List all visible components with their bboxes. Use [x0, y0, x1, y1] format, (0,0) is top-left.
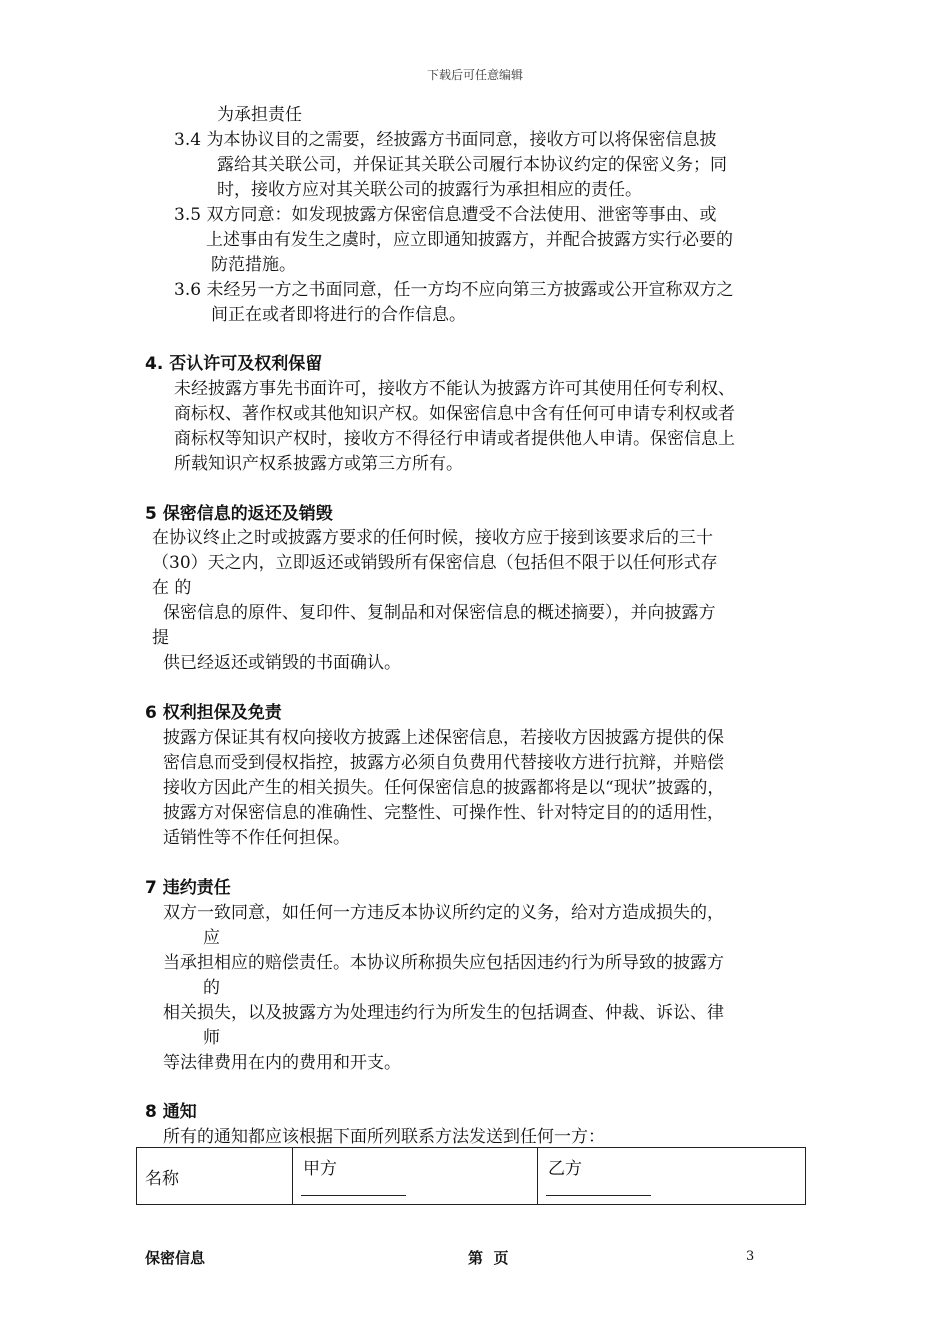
- s3-line-8: 间正在或者即将进行的合作信息。: [211, 305, 466, 325]
- footer-center: 第 页: [468, 1249, 509, 1267]
- s6-line-3: 披露方对保密信息的准确性、完整性、可操作性、针对特定目的的适用性，: [163, 803, 724, 823]
- s4-heading: 4. 否认许可及权利保留: [145, 354, 323, 374]
- s3-line-7: 3.6 未经另一方之书面同意，任一方均不应向第三方披露或公开宣称双方之: [174, 280, 734, 300]
- page-header: 下载后可任意编辑: [426, 68, 523, 82]
- s7-line-0: 双方一致同意，如任何一方违反本协议所约定的义务，给对方造成损失的，: [163, 903, 724, 923]
- notice-label: 名称: [145, 1169, 179, 1189]
- s8-intro: 所有的通知都应该根据下面所列联系方法发送到任何一方：: [163, 1127, 605, 1147]
- s5-line-0: 在协议终止之时或披露方要求的任何时候，接收方应于接到该要求后的三十: [152, 528, 713, 548]
- s7-line-1: 应: [203, 928, 220, 948]
- s7-line-6: 等法律费用在内的费用和开支。: [163, 1053, 401, 1073]
- party-a-label: 甲方: [303, 1159, 337, 1179]
- s4-line-1: 商标权、著作权或其他知识产权。如保密信息中含有任何可申请专利权或者: [174, 404, 735, 424]
- footer-left: 保密信息: [145, 1249, 206, 1267]
- s5-line-4: 提: [152, 628, 169, 648]
- s7-line-3: 的: [203, 978, 220, 998]
- s4-line-2: 商标权等知识产权时，接收方不得径行申请或者提供他人申请。保密信息上: [174, 429, 735, 449]
- s3-line-3: 时，接收方应对其关联公司的披露行为承担相应的责任。: [217, 180, 642, 200]
- s5-line-1: （30）天之内，立即返还或销毁所有保密信息（包括但不限于以任何形式存: [152, 553, 718, 573]
- s5-line-5: 供已经返还或销毁的书面确认。: [163, 653, 401, 673]
- s4-line-3: 所载知识产权系披露方或第三方所有。: [174, 454, 463, 474]
- s3-line-0: 为承担责任: [217, 105, 302, 125]
- notice-table-party-b-cell: [538, 1148, 806, 1205]
- party-b-blank-line: [546, 1195, 651, 1196]
- s7-line-5: 师: [203, 1028, 220, 1048]
- s6-line-0: 披露方保证其有权向接收方披露上述保密信息，若接收方因披露方提供的保: [163, 728, 724, 748]
- s6-line-1: 密信息而受到侵权指控，披露方必须自负费用代替接收方进行抗辩，并赔偿: [163, 753, 724, 773]
- s7-line-2: 当承担相应的赔偿责任。本协议所称损失应包括因违约行为所导致的披露方: [163, 953, 724, 973]
- s8-heading: 8 通知: [145, 1102, 197, 1122]
- s6-line-2: 接收方因此产生的相关损失。任何保密信息的披露都将是以“现状”披露的，: [163, 778, 725, 798]
- party-b-label: 乙方: [548, 1159, 582, 1179]
- page-number: 3: [746, 1249, 755, 1264]
- s7-line-4: 相关损失，以及披露方为处理违约行为所发生的包括调查、仲裁、诉讼、律: [163, 1003, 724, 1023]
- s3-line-4: 3.5 双方同意：如发现披露方保密信息遭受不合法使用、泄密等事由、或: [174, 205, 717, 225]
- s3-line-6: 防范措施。: [211, 255, 296, 275]
- s7-heading: 7 违约责任: [145, 878, 231, 898]
- s3-line-5: 上述事由有发生之虞时，应立即通知披露方，并配合披露方实行必要的: [206, 230, 733, 250]
- notice-table-party-a-cell: [293, 1148, 538, 1205]
- notice-table: [136, 1147, 806, 1205]
- s4-line-0: 未经披露方事先书面许可，接收方不能认为披露方许可其使用任何专利权、: [174, 379, 735, 399]
- s6-line-4: 适销性等不作任何担保。: [163, 828, 350, 848]
- s5-line-3: 保密信息的原件、复印件、复制品和对保密信息的概述摘要），并向披露方: [163, 603, 716, 623]
- s5-line-2: 在 的: [152, 578, 192, 598]
- s3-line-2: 露给其关联公司，并保证其关联公司履行本协议约定的保密义务；同: [217, 155, 727, 175]
- s3-line-1: 3.4 为本协议目的之需要，经披露方书面同意，接收方可以将保密信息披: [174, 130, 717, 150]
- party-a-blank-line: [301, 1195, 406, 1196]
- notice-table-label-cell: [137, 1148, 293, 1205]
- s5-heading: 5 保密信息的返还及销毁: [145, 504, 333, 524]
- s6-heading: 6 权利担保及免责: [145, 703, 282, 723]
